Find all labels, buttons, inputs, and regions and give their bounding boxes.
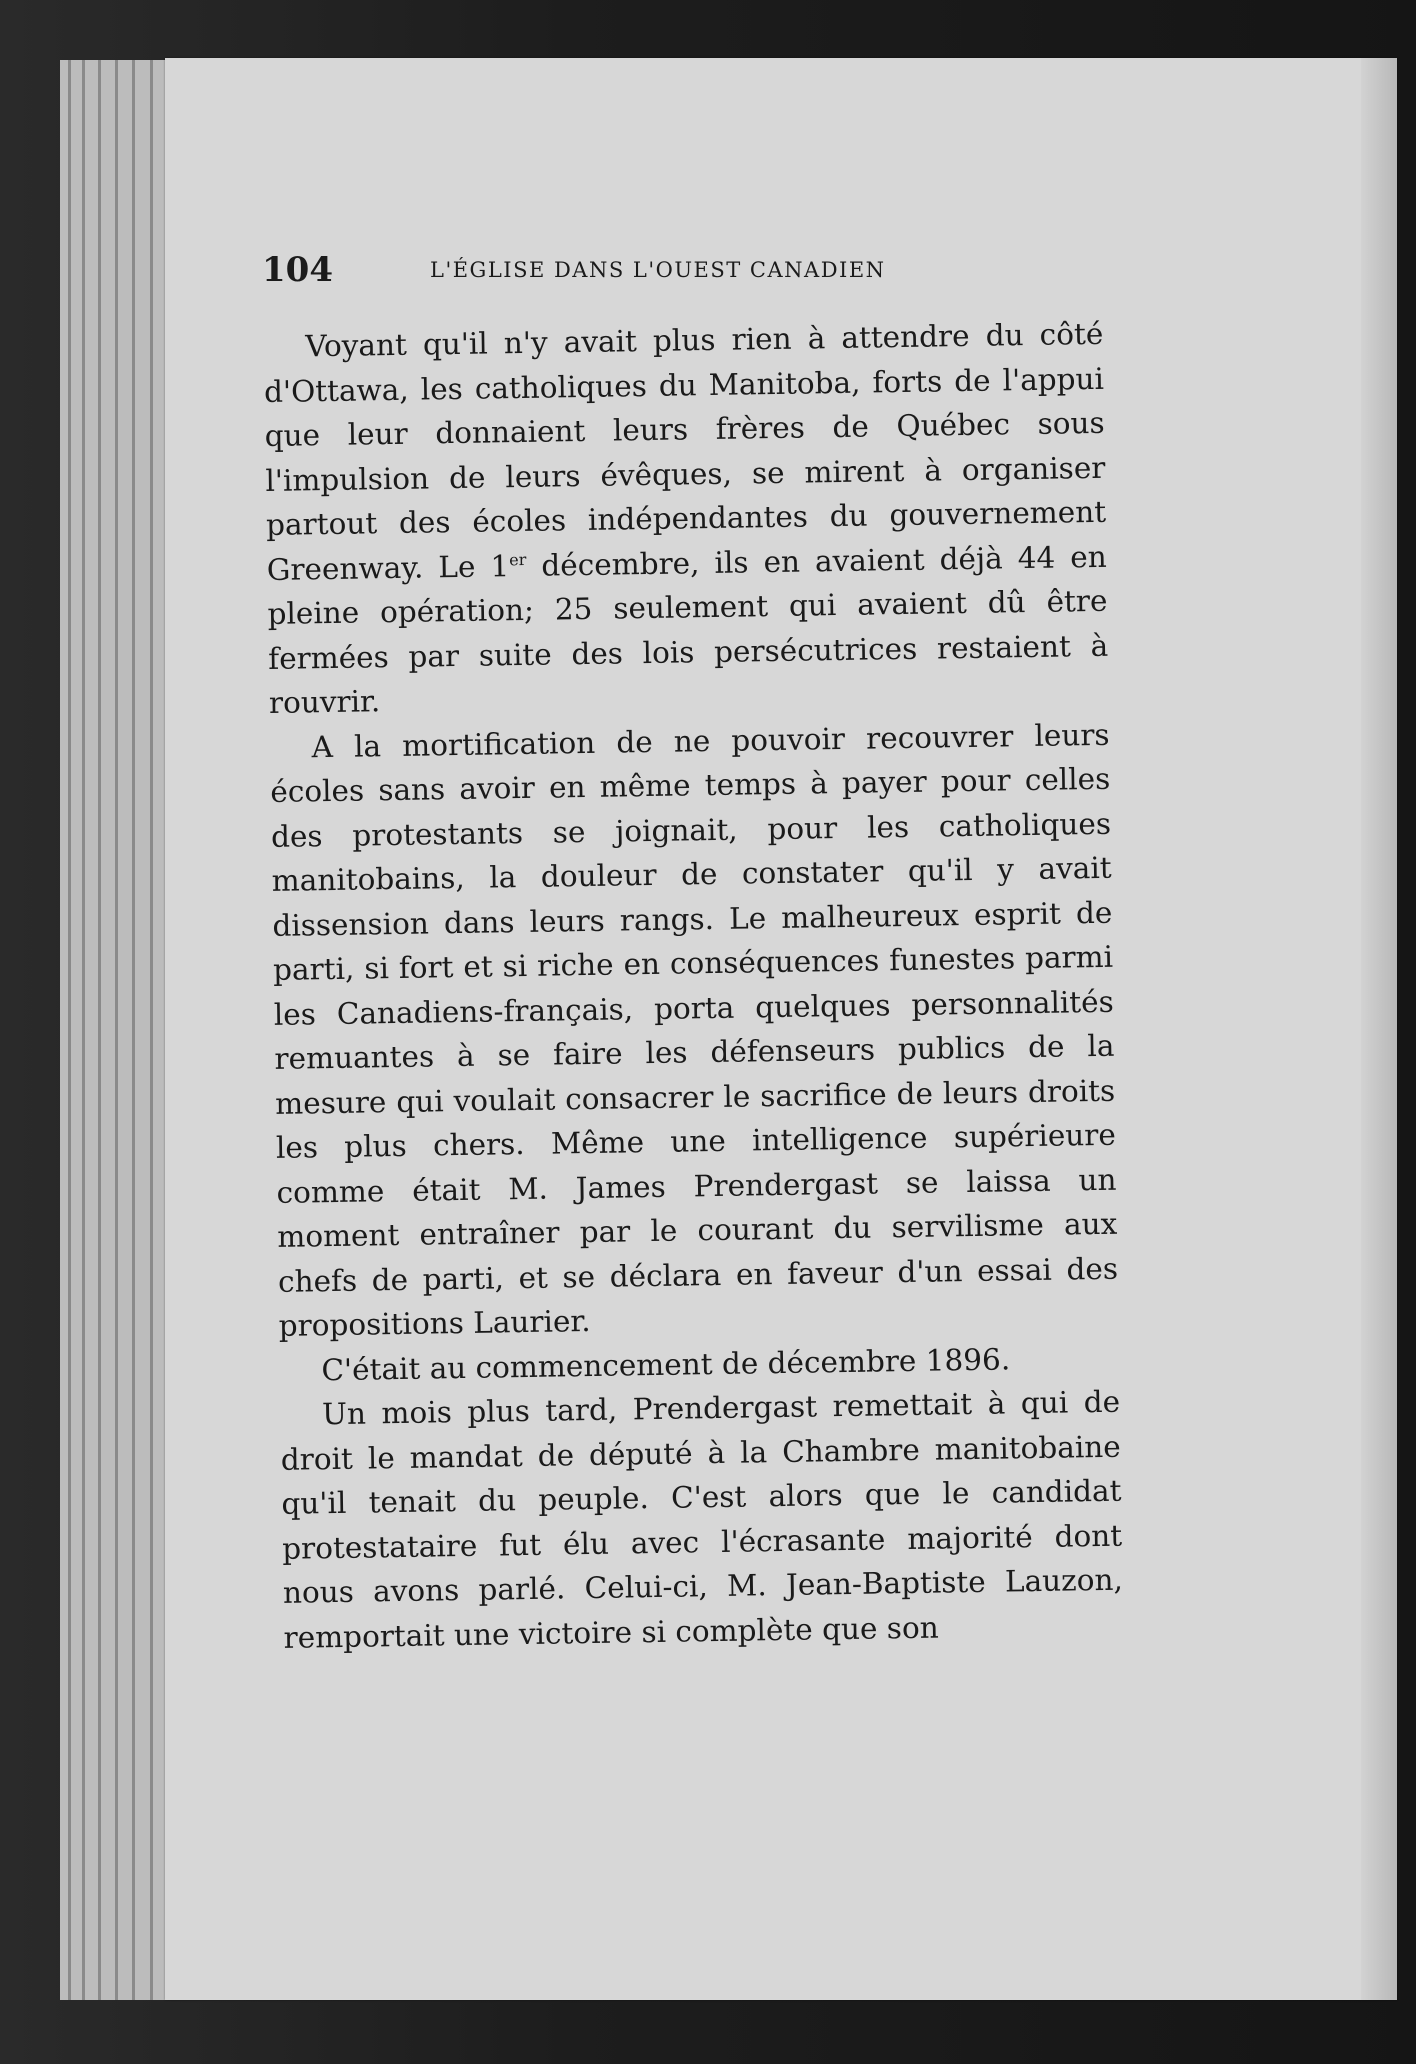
paragraph-3: C'était au commencement de décembre 1896.: [321, 1341, 1011, 1387]
running-title: L'ÉGLISE DANS L'OUEST CANADIEN: [430, 258, 886, 282]
page-edge-line: [82, 60, 85, 2000]
page-number: 104: [262, 250, 333, 290]
paragraph-2: A la mortification de ne pouvoir recouvrer leurs écoles sans avoir en même temps à payer pour celles des protestants se joignait, pour les catholiques manitobains, la douleur de constater qu'il y avait dissension dans leurs rangs. Le malheureux esprit de parti, si fort et si riche en conséquences funestes parmi les Canadiens-français, porta quelques personnalités remuantes à se faire les défenseurs publics de la mesure qui voulait consacrer le sacrifice de leurs droits les plus chers. Même une intelligence supérieure comme était M. James Prendergast se laissa un moment entraîner par le courant du servilisme aux chefs de parti, et se déclara en faveur d'un essai des propositions Laurier.: [270, 717, 1119, 1343]
page-edge-line: [132, 60, 135, 2000]
paragraph-1-text-b: décembre, ils en avaient déjà 44 en pleine opération; 25 seulement qui avaient dû être fermées par suite des lois persécutrices restaient à rouvrir.: [267, 539, 1109, 720]
paragraph-1-text-a: Voyant qu'il n'y avait plus rien à attendre du côté d'Ottawa, les catholiques du Manitoba, forts de l'appui que leur donnaient leurs frères de Québec sous l'impulsion de leurs évêques, se mirent à organiser partout des écoles indépendantes du gouvernement Greenway. Le 1: [263, 316, 1107, 587]
page-gutter-shadow: [1361, 58, 1397, 2000]
page-edge-line: [98, 60, 101, 2000]
page-header: [262, 250, 1112, 300]
page-edge-line: [150, 60, 153, 2000]
paragraph-1: [263, 312, 1109, 726]
page-edge-line: [115, 60, 118, 2000]
ordinal-superscript: er: [508, 549, 527, 569]
paragraph-4: Un mois plus tard, Prendergast remettait à qui de droit le mandat de député à la Chambre manitobaine qu'il tenait du peuple. C'est alors que le candidat protestataire fut élu avec l'écrasante majorité dont nous avons parlé. Celui-ci, M. Jean-Baptiste Lauzon, remportait une victoire si complète que son: [280, 1384, 1124, 1655]
book-page-edges: [60, 60, 180, 2000]
page-edge-line: [68, 60, 71, 2000]
body-text: [263, 312, 1124, 1660]
